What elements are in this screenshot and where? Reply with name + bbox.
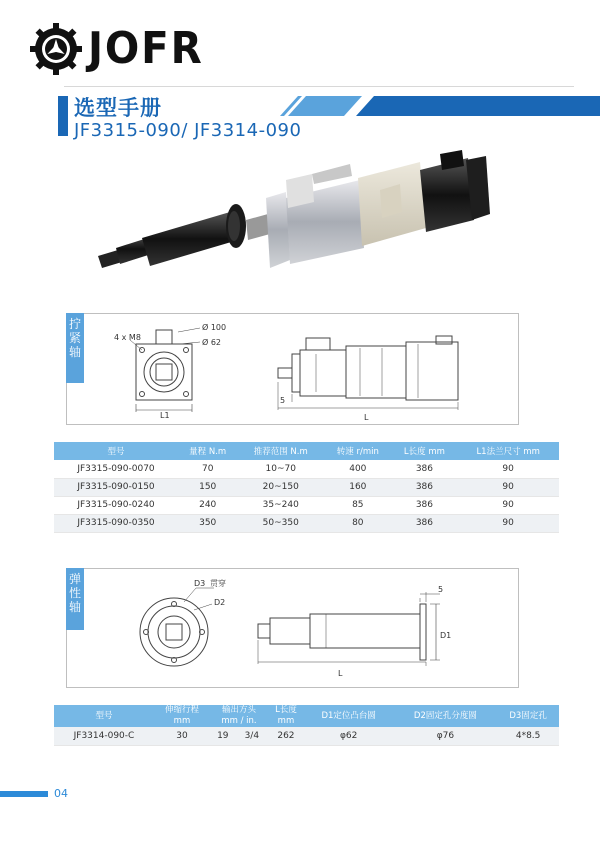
table-cell: 80 <box>324 514 392 532</box>
table-row <box>54 514 559 532</box>
table-cell: JF3315-090-0350 <box>54 514 178 532</box>
table-cell: 19 <box>210 727 236 745</box>
table-cell: 350 <box>178 514 237 532</box>
col-header: D2固定孔分度圆 <box>394 705 498 727</box>
table-cell: JF3315-090-0240 <box>54 496 178 514</box>
table-cell: 70 <box>178 460 237 478</box>
label-length: L <box>364 413 369 422</box>
page-number-bar <box>0 791 48 797</box>
col-header: L长度 mm <box>392 442 458 460</box>
col-header: L长度 mm <box>268 705 304 727</box>
table-cell: 30 <box>154 727 210 745</box>
title-stripes <box>270 96 600 116</box>
label-d3: D3 <box>194 579 206 588</box>
col-header: 型号 <box>54 705 154 727</box>
header-divider <box>64 86 574 87</box>
table-cell: 4*8.5 <box>497 727 559 745</box>
label-dia-62: Ø 62 <box>202 338 222 347</box>
title-accent-bar <box>58 96 68 136</box>
label-dim-5: 5 <box>280 396 286 405</box>
table-cell: 50~350 <box>237 514 324 532</box>
product-image <box>90 150 490 285</box>
table-cell: 150 <box>178 478 237 496</box>
label-dia-100: Ø 100 <box>202 323 227 332</box>
elastic-shaft-drawing <box>100 572 520 684</box>
label-d2: D2 <box>214 598 226 607</box>
table-cell: 262 <box>268 727 304 745</box>
tightening-shaft-spec-table <box>54 442 559 533</box>
table-cell: JF3315-090-0070 <box>54 460 178 478</box>
col-header: 型号 <box>54 442 178 460</box>
col-header: 伸缩行程 mm <box>154 705 210 727</box>
table-cell: φ76 <box>394 727 498 745</box>
col-header: 转速 r/min <box>324 442 392 460</box>
table-cell: 90 <box>457 460 559 478</box>
col-header: D1定位凸台圆 <box>304 705 394 727</box>
table-row <box>54 496 559 514</box>
section-tab-tightening-shaft: 拧紧轴 <box>66 313 84 383</box>
table-cell: 3/4 <box>236 727 268 745</box>
section-tab-elastic-shaft: 弹性轴 <box>66 568 84 630</box>
label-dim-5: 5 <box>438 585 444 594</box>
page-number: 04 <box>54 787 68 800</box>
table-cell: 90 <box>457 496 559 514</box>
label-length: L <box>338 669 343 678</box>
brand-logo <box>30 22 214 76</box>
table-cell: 90 <box>457 478 559 496</box>
table-header-row <box>54 705 559 727</box>
label-d1: D1 <box>440 631 452 640</box>
table-cell: 90 <box>457 514 559 532</box>
brand-name: JOFR <box>88 23 204 74</box>
table-cell: JF3314-090-C <box>54 727 154 745</box>
page-title: 选型手册 <box>74 96 162 120</box>
col-header: 输出方头 mm / in. <box>210 705 268 727</box>
page-subtitle: JF3315-090/ JF3314-090 <box>74 120 302 141</box>
table-cell: 386 <box>392 514 458 532</box>
table-cell: 10~70 <box>237 460 324 478</box>
table-row <box>54 478 559 496</box>
table-cell: 386 <box>392 460 458 478</box>
gear-logo-icon <box>30 23 82 75</box>
table-cell: 240 <box>178 496 237 514</box>
col-header: 推荐范围 N.m <box>237 442 324 460</box>
table-cell: 386 <box>392 496 458 514</box>
col-header: L1法兰尺寸 mm <box>457 442 559 460</box>
table-row <box>54 460 559 478</box>
table-header-row <box>54 442 559 460</box>
table-cell: φ62 <box>304 727 394 745</box>
label-d3-note: 贯穿 <box>210 579 226 588</box>
table-cell: 386 <box>392 478 458 496</box>
col-header: D3固定孔 <box>497 705 559 727</box>
table-cell: JF3315-090-0150 <box>54 478 178 496</box>
label-holes: 4 x M8 <box>114 333 141 342</box>
table-cell: 85 <box>324 496 392 514</box>
elastic-shaft-spec-table <box>54 705 559 746</box>
table-cell: 160 <box>324 478 392 496</box>
table-row <box>54 727 559 745</box>
col-header: 量程 N.m <box>178 442 237 460</box>
label-l1: L1 <box>160 411 170 420</box>
table-cell: 20~150 <box>237 478 324 496</box>
table-cell: 35~240 <box>237 496 324 514</box>
table-cell: 400 <box>324 460 392 478</box>
tightening-shaft-drawing <box>100 318 520 423</box>
